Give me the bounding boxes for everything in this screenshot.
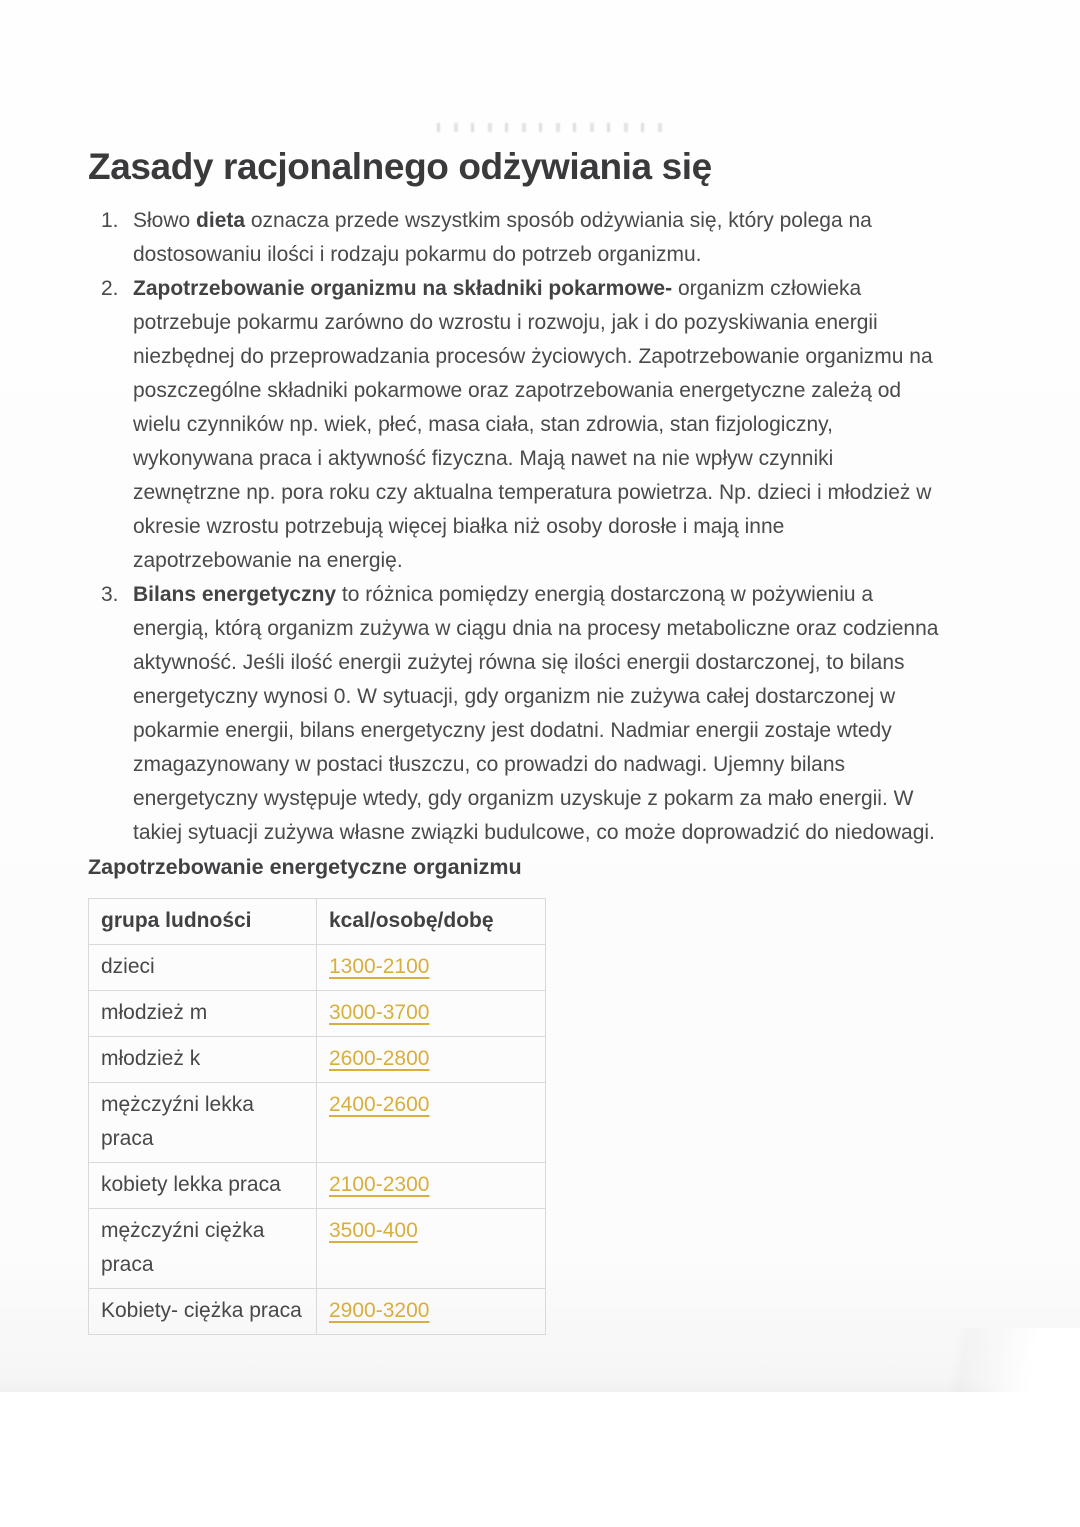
group-cell: mężczyźni lekka praca bbox=[89, 1083, 317, 1163]
kcal-cell bbox=[317, 945, 546, 991]
list-item-number: 2. bbox=[101, 277, 119, 300]
group-cell: Kobiety- ciężka praca bbox=[89, 1289, 317, 1335]
table-row bbox=[89, 991, 546, 1037]
table-row bbox=[89, 1289, 546, 1335]
kcal-cell bbox=[317, 1209, 546, 1289]
kcal-range-link[interactable]: 2600-2800 bbox=[329, 1047, 430, 1070]
kcal-cell bbox=[317, 1037, 546, 1083]
group-cell: młodzież k bbox=[89, 1037, 317, 1083]
numbered-list bbox=[88, 204, 1008, 850]
table-header-group: grupa ludności bbox=[89, 899, 317, 945]
group-cell: mężczyźni ciężka praca bbox=[89, 1209, 317, 1289]
table-row bbox=[89, 945, 546, 991]
list-item-text: Bilans energetyczny to różnica pomiędzy energią dostarczoną w pożywieniu a energią, którą organizm zużywa w ciągu dnia na procesy metaboliczne oraz codzienna aktywność. Jeśli ilość energii zużytej równa się ilości energii dostarczonej, to bilans energetyczny wynosi 0. W sytuacji, gdy organizm nie zużywa całej dostarczonej w pokarmie energii, bilans energetyczny jest dodatni. Nadmiar energii zostaje wtedy zmagazynowany w postaci tłuszczu, co prowadzi do nadwagi. Ujemny bilans energetyczny występuje wtedy, gdy organizm uzyskuje z pokarm za mało energii. W takiej sytuacji zużywa własne związki budulcowe, co może doprowadzić do niedowagi. bbox=[133, 583, 939, 844]
table-header-kcal: kcal/osobę/dobę bbox=[317, 899, 546, 945]
group-cell: młodzież m bbox=[89, 991, 317, 1037]
section-heading: Zapotrzebowanie energetyczne organizmu bbox=[88, 855, 522, 879]
kcal-range-link[interactable]: 1300-2100 bbox=[329, 955, 430, 978]
page-corner-fold bbox=[860, 1328, 1080, 1392]
kcal-range-link[interactable]: 3000-3700 bbox=[329, 1001, 430, 1024]
kcal-cell bbox=[317, 1163, 546, 1209]
table-row bbox=[89, 1037, 546, 1083]
kcal-cell bbox=[317, 1083, 546, 1163]
kcal-cell bbox=[317, 991, 546, 1037]
page-title: Zasady racjonalnego odżywiania się bbox=[88, 146, 712, 187]
table-row bbox=[89, 1209, 546, 1289]
group-cell: kobiety lekka praca bbox=[89, 1163, 317, 1209]
kcal-cell bbox=[317, 1289, 546, 1335]
table-header-row bbox=[89, 899, 546, 945]
kcal-range-link[interactable]: 3500-400 bbox=[329, 1219, 418, 1242]
kcal-range-link[interactable]: 2400-2600 bbox=[329, 1093, 430, 1116]
list-item bbox=[88, 578, 1008, 850]
kcal-range-link[interactable]: 2900-3200 bbox=[329, 1299, 430, 1322]
table-row bbox=[89, 1163, 546, 1209]
kcal-range-link[interactable]: 2100-2300 bbox=[329, 1173, 430, 1196]
list-item bbox=[88, 204, 1008, 272]
group-cell: dzieci bbox=[89, 945, 317, 991]
list-item-number: 1. bbox=[101, 209, 119, 232]
table-row bbox=[89, 1083, 546, 1163]
list-item bbox=[88, 272, 1008, 578]
list-item-number: 3. bbox=[101, 583, 119, 606]
list-item-text: Zapotrzebowanie organizmu na składniki pokarmowe- organizm człowieka potrzebuje pokarmu zarówno do wzrostu i rozwoju, jak i do pozyskiwania energii niezbędnej do przeprowadzania procesów życiowych. Zapotrzebowanie organizmu na poszczególne składniki pokarmowe oraz zapotrzebowania energetyczne zależą od wielu czynników np. wiek, płeć, masa ciała, stan zdrowia, stan fizjologiczny, wykonywana praca i aktywność fizyczna. Mają nawet na nie wpływ czynniki zewnętrzne np. pora roku czy aktualna temperatura powietrza. Np. dzieci i młodzież w okresie wzrostu potrzebują więcej białka niż osoby dorosłe i mają inne zapotrzebowanie na energię. bbox=[133, 277, 933, 572]
list-item-text: Słowo dieta oznacza przede wszystkim sposób odżywiania się, który polega na dostosowaniu ilości i rodzaju pokarmu do potrzeb organizmu. bbox=[133, 209, 872, 266]
energy-table-body bbox=[89, 945, 546, 1335]
energy-table bbox=[88, 898, 546, 1335]
